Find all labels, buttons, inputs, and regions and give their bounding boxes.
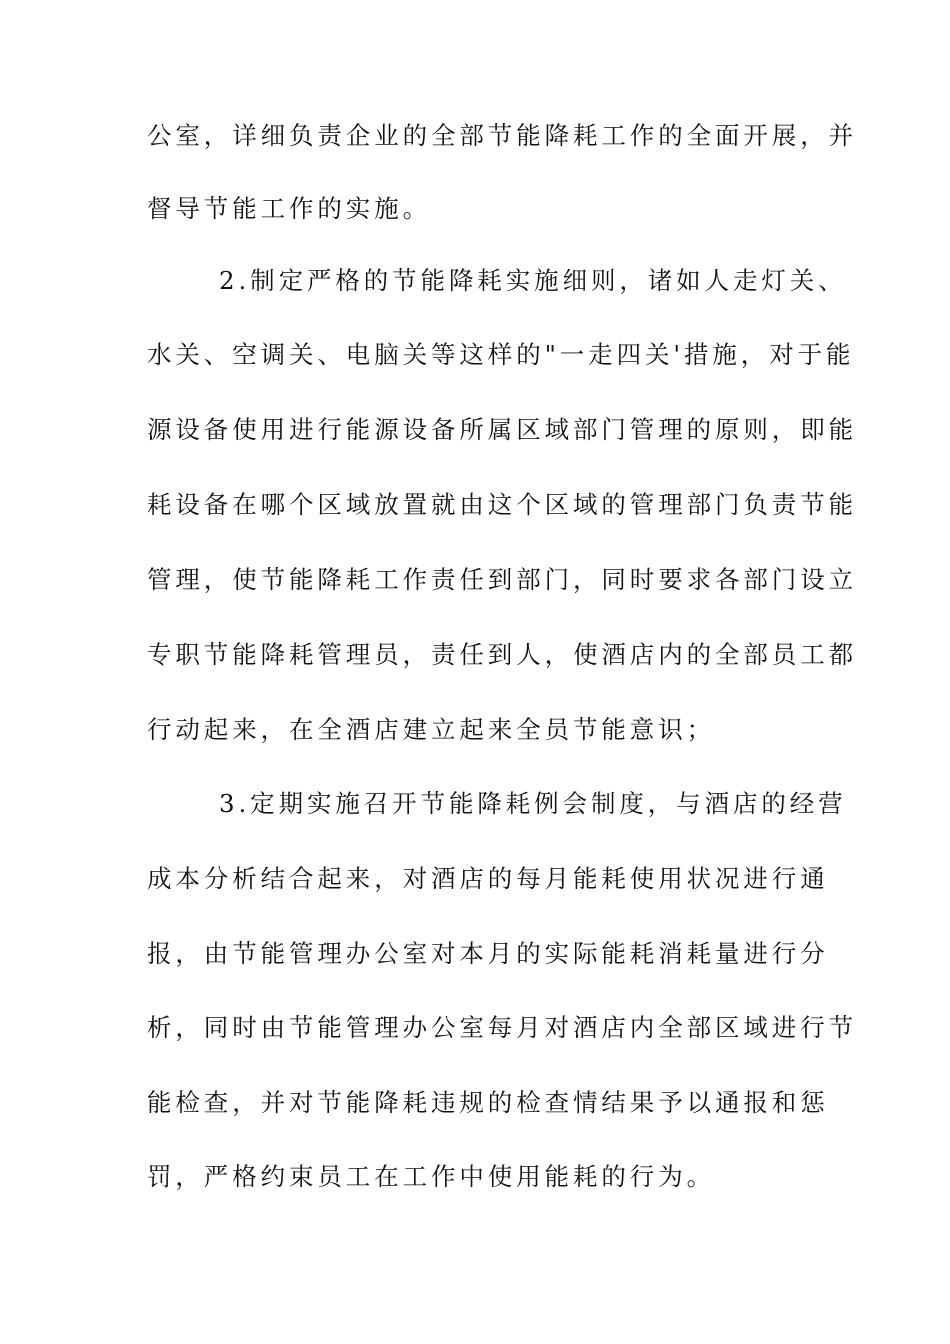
paragraph-start-line: 2.制定严格的节能降耗实施细则，诸如人走灯关、 [219, 266, 847, 295]
text-line: 公室，详细负责企业的全部节能降耗工作的全面开展，并 [147, 121, 857, 150]
text-line: 管理，使节能降耗工作责任到部门，同时要求各部门设立 [147, 565, 857, 594]
text-line: 专职节能降耗管理员，责任到人，使酒店内的全部员工都 [147, 640, 857, 669]
text-line: 水关、空调关、电脑关等这样的"一走四关'措施，对于能 [147, 340, 855, 369]
text-line: 能检查，并对节能降耗违规的检查情结果予以通报和惩 [147, 1088, 829, 1117]
text-line: 源设备使用进行能源设备所属区域部门管理的原则，即能 [147, 415, 857, 444]
text-line: 耗设备在哪个区域放置就由这个区域的管理部门负责节能 [147, 490, 857, 519]
text-line: 成本分析结合起来，对酒店的每月能耗使用状况进行通 [147, 864, 829, 893]
paragraph-start-line: 3.定期实施召开节能降耗例会制度，与酒店的经营 [219, 789, 847, 818]
text-line: 报，由节能管理办公室对本月的实际能耗消耗量进行分 [147, 939, 829, 968]
text-line: 析，同时由节能管理办公室每月对酒店内全部区域进行节 [147, 1013, 857, 1042]
text-line: 罚，严格约束员工在工作中使用能耗的行为。 [147, 1162, 715, 1191]
text-line: 督导节能工作的实施。 [147, 194, 431, 223]
text-line: 行动起来，在全酒店建立起来全员节能意识； [147, 715, 715, 744]
